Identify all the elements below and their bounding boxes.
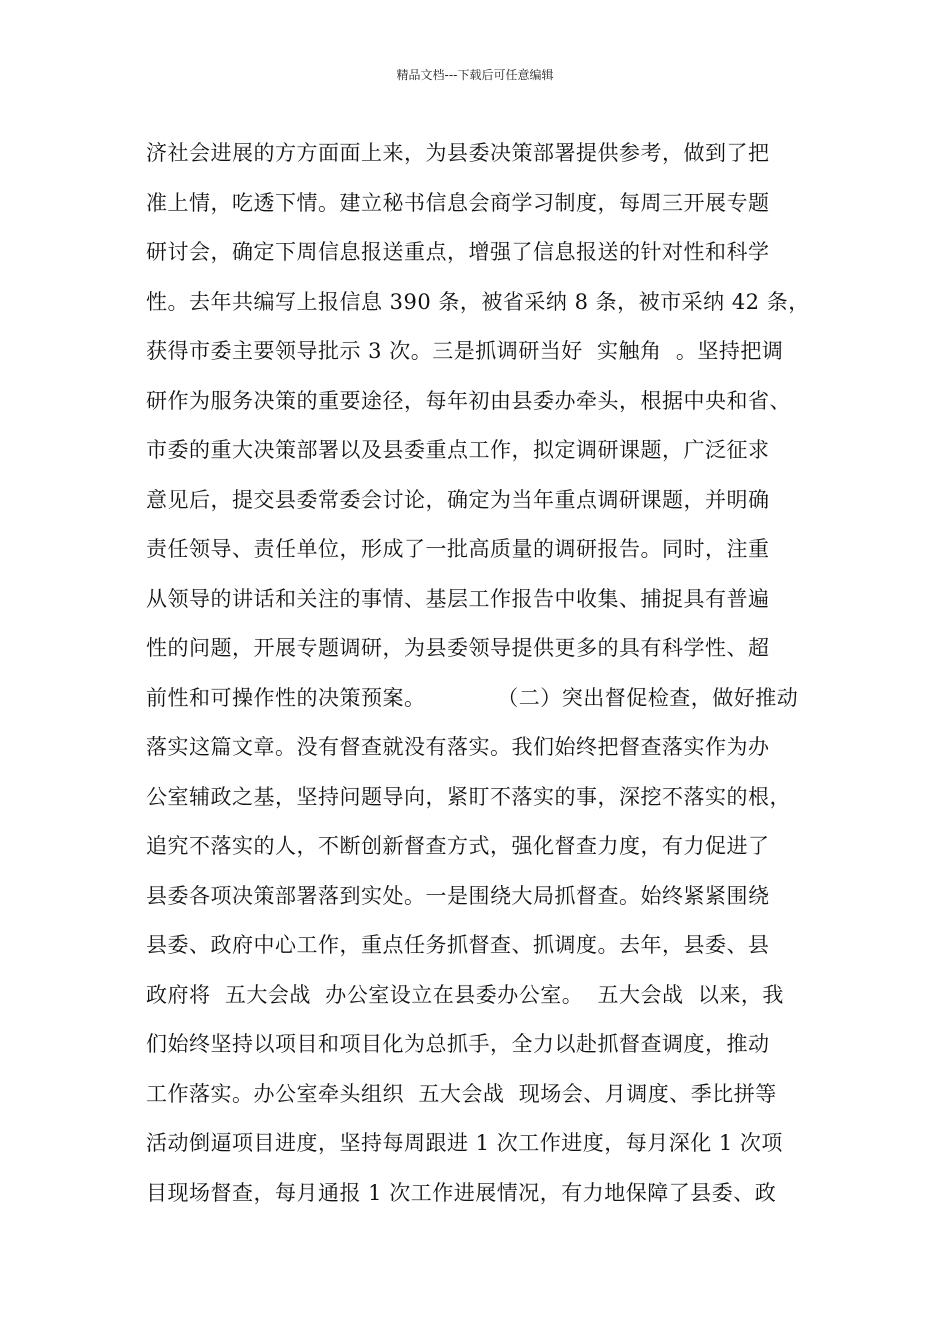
text-line: 县委、政府中心工作，重点任务抓督查、抓调度。去年，县委、县 <box>146 933 770 957</box>
text-line: 工作落实。办公室牵头组织 五大会战 现场会、月调度、季比拼等 <box>146 1081 777 1106</box>
text-line: 意见后，提交县委常委会讨论，确定为当年重点调研课题，并明确 <box>146 487 770 512</box>
text-line: 准上情，吃透下情。建立秘书信息会商学习制度，每周三开展专题 <box>146 190 770 215</box>
text-line: 市委的重大决策部署以及县委重点工作，拟定调研课题，广泛征求 <box>146 438 770 462</box>
text-line: 济社会进展的方方面面上来，为县委决策部署提供参考，做到了把 <box>146 141 770 165</box>
text-line: 研讨会，确定下周信息报送重点，增强了信息报送的针对性和科学 <box>146 240 770 264</box>
text-line: 研作为服务决策的重要途径，每年初由县委办牵头，根据中央和省、 <box>146 388 791 413</box>
text-line: 责任领导、责任单位，形成了一批高质量的调研报告。同时，注重 <box>146 537 770 561</box>
page-header: 精品文档---下载后可任意编辑 <box>396 68 554 82</box>
text-line: 前性和可操作性的决策预案。 （二）突出督促检查，做好推动 <box>146 685 799 710</box>
text-line: 性的问题，开展专题调研，为县委领导提供更多的具有科学性、超 <box>146 636 770 660</box>
body-text <box>146 133 816 1222</box>
text-line: 目现场督查，每月通报 1 次工作进展情况，有力地保障了县委、政 <box>146 1180 777 1205</box>
text-line: 活动倒逼项目进度，坚持每周跟进 1 次工作进度，每月深化 1 次项 <box>146 1131 783 1155</box>
text-line: 从领导的讲话和关注的事情、基层工作报告中收集、捕捉具有普遍 <box>146 586 770 611</box>
text-line: 政府将 五大会战 办公室设立在县委办公室。 五大会战 以来，我 <box>146 982 784 1007</box>
text-line: 追究不落实的人，不断创新督查方式，强化督查力度，有力促进了 <box>146 834 770 858</box>
text-line: 性。去年共编写上报信息 390 条，被省采纳 8 条，被市采纳 42 条， <box>146 289 810 314</box>
text-line: 公室辅政之基，坚持问题导向，紧盯不落实的事，深挖不落实的根， <box>146 784 791 809</box>
text-line: 县委各项决策部署落到实处。一是围绕大局抓督查。始终紧紧围绕 <box>146 883 770 908</box>
text-line: 们始终坚持以项目和项目化为总抓手，全力以赴抓督查调度，推动 <box>146 1032 770 1056</box>
text-line: 落实这篇文章。没有督查就没有落实。我们始终把督查落实作为办 <box>146 735 770 759</box>
text-line: 获得市委主要领导批示 3 次。三是抓调研当好 实触角 。坚持把调 <box>146 339 784 363</box>
